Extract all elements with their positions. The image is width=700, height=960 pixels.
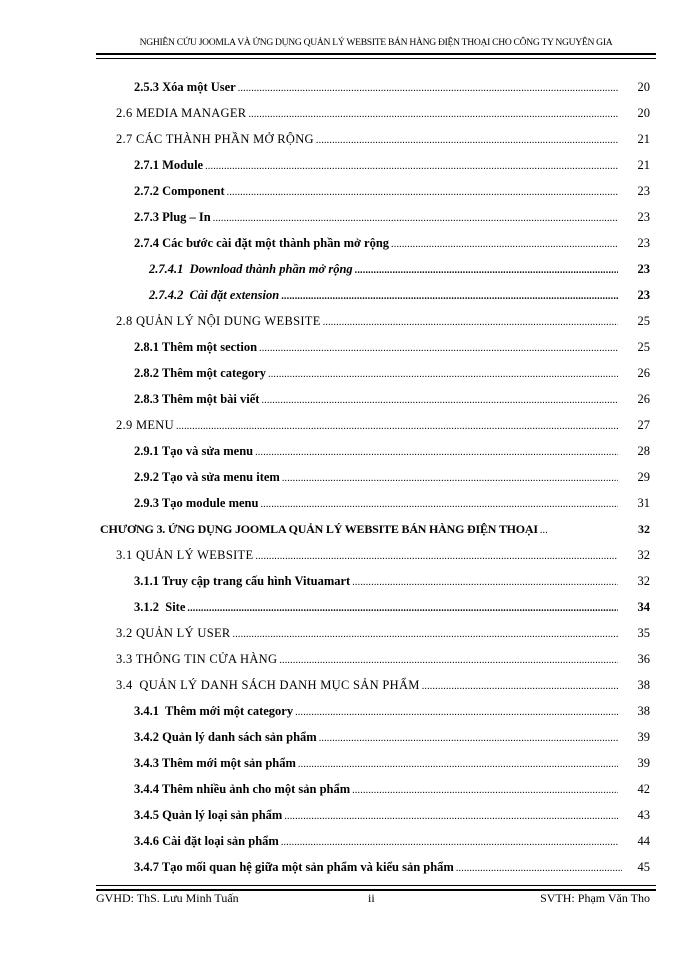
footer-student: SVTH: Phạm Văn Tho bbox=[540, 891, 650, 905]
toc-entry[interactable] bbox=[96, 180, 656, 200]
toc-entry[interactable] bbox=[96, 310, 656, 330]
toc-entry[interactable] bbox=[96, 154, 656, 174]
toc-entry[interactable] bbox=[96, 128, 656, 148]
toc-entry[interactable] bbox=[96, 206, 656, 226]
toc-entry[interactable] bbox=[96, 258, 656, 278]
toc-entry-page: 20 bbox=[637, 106, 650, 120]
toc-entry[interactable] bbox=[96, 726, 656, 746]
toc-entry-page: 32 bbox=[638, 522, 650, 536]
toc-entry[interactable] bbox=[96, 778, 656, 798]
toc-entry-label: 3.4 QUẢN LÝ DANH SÁCH DANH MỤC SẢN PHẨM bbox=[116, 678, 420, 692]
toc-entry-label: 2.9.3 Tạo module menu bbox=[134, 496, 259, 510]
toc-entry-label: 3.1 QUẢN LÝ WEBSITE bbox=[116, 548, 254, 562]
toc-entry[interactable] bbox=[96, 362, 656, 382]
toc-entry-label: 3.4.2 Quản lý danh sách sản phẩm bbox=[134, 730, 317, 744]
toc-entry-label: 2.9.2 Tạo và sửa menu item bbox=[134, 470, 280, 484]
toc-entry-page: 23 bbox=[637, 288, 650, 302]
toc-entry[interactable] bbox=[96, 492, 656, 512]
toc-entry-page: 20 bbox=[637, 80, 650, 94]
toc-entry-page: 39 bbox=[637, 756, 650, 770]
toc-entry-label: 2.7.2 Component bbox=[134, 184, 225, 198]
toc-entry-page: 23 bbox=[637, 210, 650, 224]
toc-entry-label: 2.7.4 Các bước cài đặt một thành phần mở rộng bbox=[134, 236, 390, 250]
toc-entry[interactable] bbox=[96, 102, 656, 122]
toc-entry-page: 36 bbox=[637, 652, 650, 666]
toc-entry-page: 29 bbox=[637, 470, 650, 484]
header-rule bbox=[96, 53, 656, 59]
toc-entry[interactable] bbox=[96, 440, 656, 460]
toc-entry-label: CHƯƠNG 3. ỨNG DỤNG JOOMLA QUẢN LÝ WEBSITE BÁN HÀNG ĐIỆN THOẠI bbox=[100, 522, 538, 536]
toc-entry-label: 2.8 QUẢN LÝ NỘI DUNG WEBSITE bbox=[116, 314, 321, 328]
toc-entry[interactable] bbox=[96, 700, 656, 720]
toc-entry-label: 3.4.6 Cài đặt loại sản phẩm bbox=[134, 834, 279, 848]
toc-entry-label: 3.4.7 Tạo mối quan hệ giữa một sản phẩm và kiểu sản phẩm bbox=[134, 860, 454, 874]
toc-entry-page: 23 bbox=[637, 262, 650, 276]
toc-entry[interactable] bbox=[96, 622, 656, 642]
toc-entry[interactable] bbox=[96, 856, 656, 876]
toc-entry-page: 21 bbox=[637, 132, 650, 146]
toc-entry-page: 32 bbox=[637, 548, 650, 562]
toc-entry-label: 3.4.4 Thêm nhiều ảnh cho một sản phẩm bbox=[134, 782, 351, 796]
toc-chapter-entry[interactable] bbox=[96, 518, 656, 538]
toc-entry-label: 2.8.2 Thêm một category bbox=[134, 366, 267, 380]
toc-entry-page: 25 bbox=[637, 314, 650, 328]
toc-entry-page: 26 bbox=[637, 392, 650, 406]
toc-entry-page: 32 bbox=[637, 574, 650, 588]
toc-entry[interactable] bbox=[96, 752, 656, 772]
toc-entry-label: 3.4.5 Quản lý loại sản phẩm bbox=[134, 808, 283, 822]
toc-entry-page: 35 bbox=[637, 626, 650, 640]
toc-entry[interactable] bbox=[96, 76, 656, 96]
toc-entry[interactable] bbox=[96, 804, 656, 824]
toc-entry-page: 38 bbox=[637, 704, 650, 718]
toc-entry[interactable] bbox=[96, 544, 656, 564]
running-header: NGHIÊN CỨU JOOMLA VÀ ỨNG DỤNG QUẢN LÝ WEBSITE BÁN HÀNG ĐIỆN THOẠI CHO CÔNG TY NGUYÊN GIA bbox=[139, 37, 613, 48]
toc-entry[interactable] bbox=[96, 466, 656, 486]
toc-entry-page: 45 bbox=[637, 860, 650, 874]
toc-entry[interactable] bbox=[96, 570, 656, 590]
toc-entry[interactable] bbox=[96, 336, 656, 356]
toc-entry-page: 42 bbox=[637, 782, 650, 796]
toc-entry[interactable] bbox=[96, 674, 656, 694]
toc-entry-label: 2.8.1 Thêm một section bbox=[134, 340, 258, 354]
toc-entry-label: 2.7.3 Plug – In bbox=[134, 210, 211, 224]
toc-entry-page: 34 bbox=[637, 600, 650, 614]
toc-entry-label: 3.4.1 Thêm mới một category bbox=[134, 704, 294, 718]
toc-entry-label: 2.7.1 Module bbox=[134, 158, 204, 172]
toc-entry-label: 3.2 QUẢN LÝ USER bbox=[116, 626, 231, 640]
toc-entry-label: 3.1.1 Truy cập trang cấu hình Vituamart bbox=[134, 574, 351, 588]
toc-entry-page: 21 bbox=[637, 158, 650, 172]
toc-entry[interactable] bbox=[96, 596, 656, 616]
toc-entry-label: 2.7.4.2 Cài đặt extension bbox=[149, 288, 280, 302]
toc-entry[interactable] bbox=[96, 414, 656, 434]
toc-entry-label: 2.9.1 Tạo và sửa menu bbox=[134, 444, 254, 458]
toc-entry[interactable] bbox=[96, 388, 656, 408]
footer-page-number: ii bbox=[368, 891, 375, 905]
toc-entry-page: 38 bbox=[637, 678, 650, 692]
toc-entry-label: 3.4.3 Thêm mới một sản phẩm bbox=[134, 756, 296, 770]
toc-entry-page: 25 bbox=[637, 340, 650, 354]
toc-entry-page: 44 bbox=[637, 834, 650, 848]
toc-entry-page: 23 bbox=[637, 184, 650, 198]
toc-entry-label: 2.9 MENU bbox=[116, 418, 174, 432]
toc-entry-page: 31 bbox=[637, 496, 650, 510]
toc-entry-page: 28 bbox=[637, 444, 650, 458]
toc-entry[interactable] bbox=[96, 284, 656, 304]
toc-entry-label: 2.6 MEDIA MANAGER bbox=[116, 106, 247, 120]
toc-entry-label: 2.8.3 Thêm một bài viết bbox=[134, 392, 260, 406]
toc-entry-page: 43 bbox=[637, 808, 650, 822]
footer-advisor: GVHD: ThS. Lưu Minh Tuấn bbox=[96, 891, 239, 905]
toc-entry-label: 2.7.4.1 Download thành phần mở rộng bbox=[149, 262, 353, 276]
toc-entry-label: 2.5.3 Xóa một User bbox=[134, 80, 236, 94]
toc-entry-label: 3.3 THÔNG TIN CỬA HÀNG bbox=[116, 652, 278, 666]
toc-entry-page: 23 bbox=[637, 236, 650, 250]
toc-entry[interactable] bbox=[96, 232, 656, 252]
toc-entry-label: 2.7 CÁC THÀNH PHẦN MỞ RỘNG bbox=[116, 132, 314, 146]
toc-entry[interactable] bbox=[96, 648, 656, 668]
toc-entry-page: 39 bbox=[637, 730, 650, 744]
toc-entry[interactable] bbox=[96, 830, 656, 850]
toc-entry-page: 27 bbox=[637, 418, 650, 432]
toc-entry-label: 3.1.2 Site bbox=[134, 600, 186, 614]
toc-entry-page: 26 bbox=[637, 366, 650, 380]
